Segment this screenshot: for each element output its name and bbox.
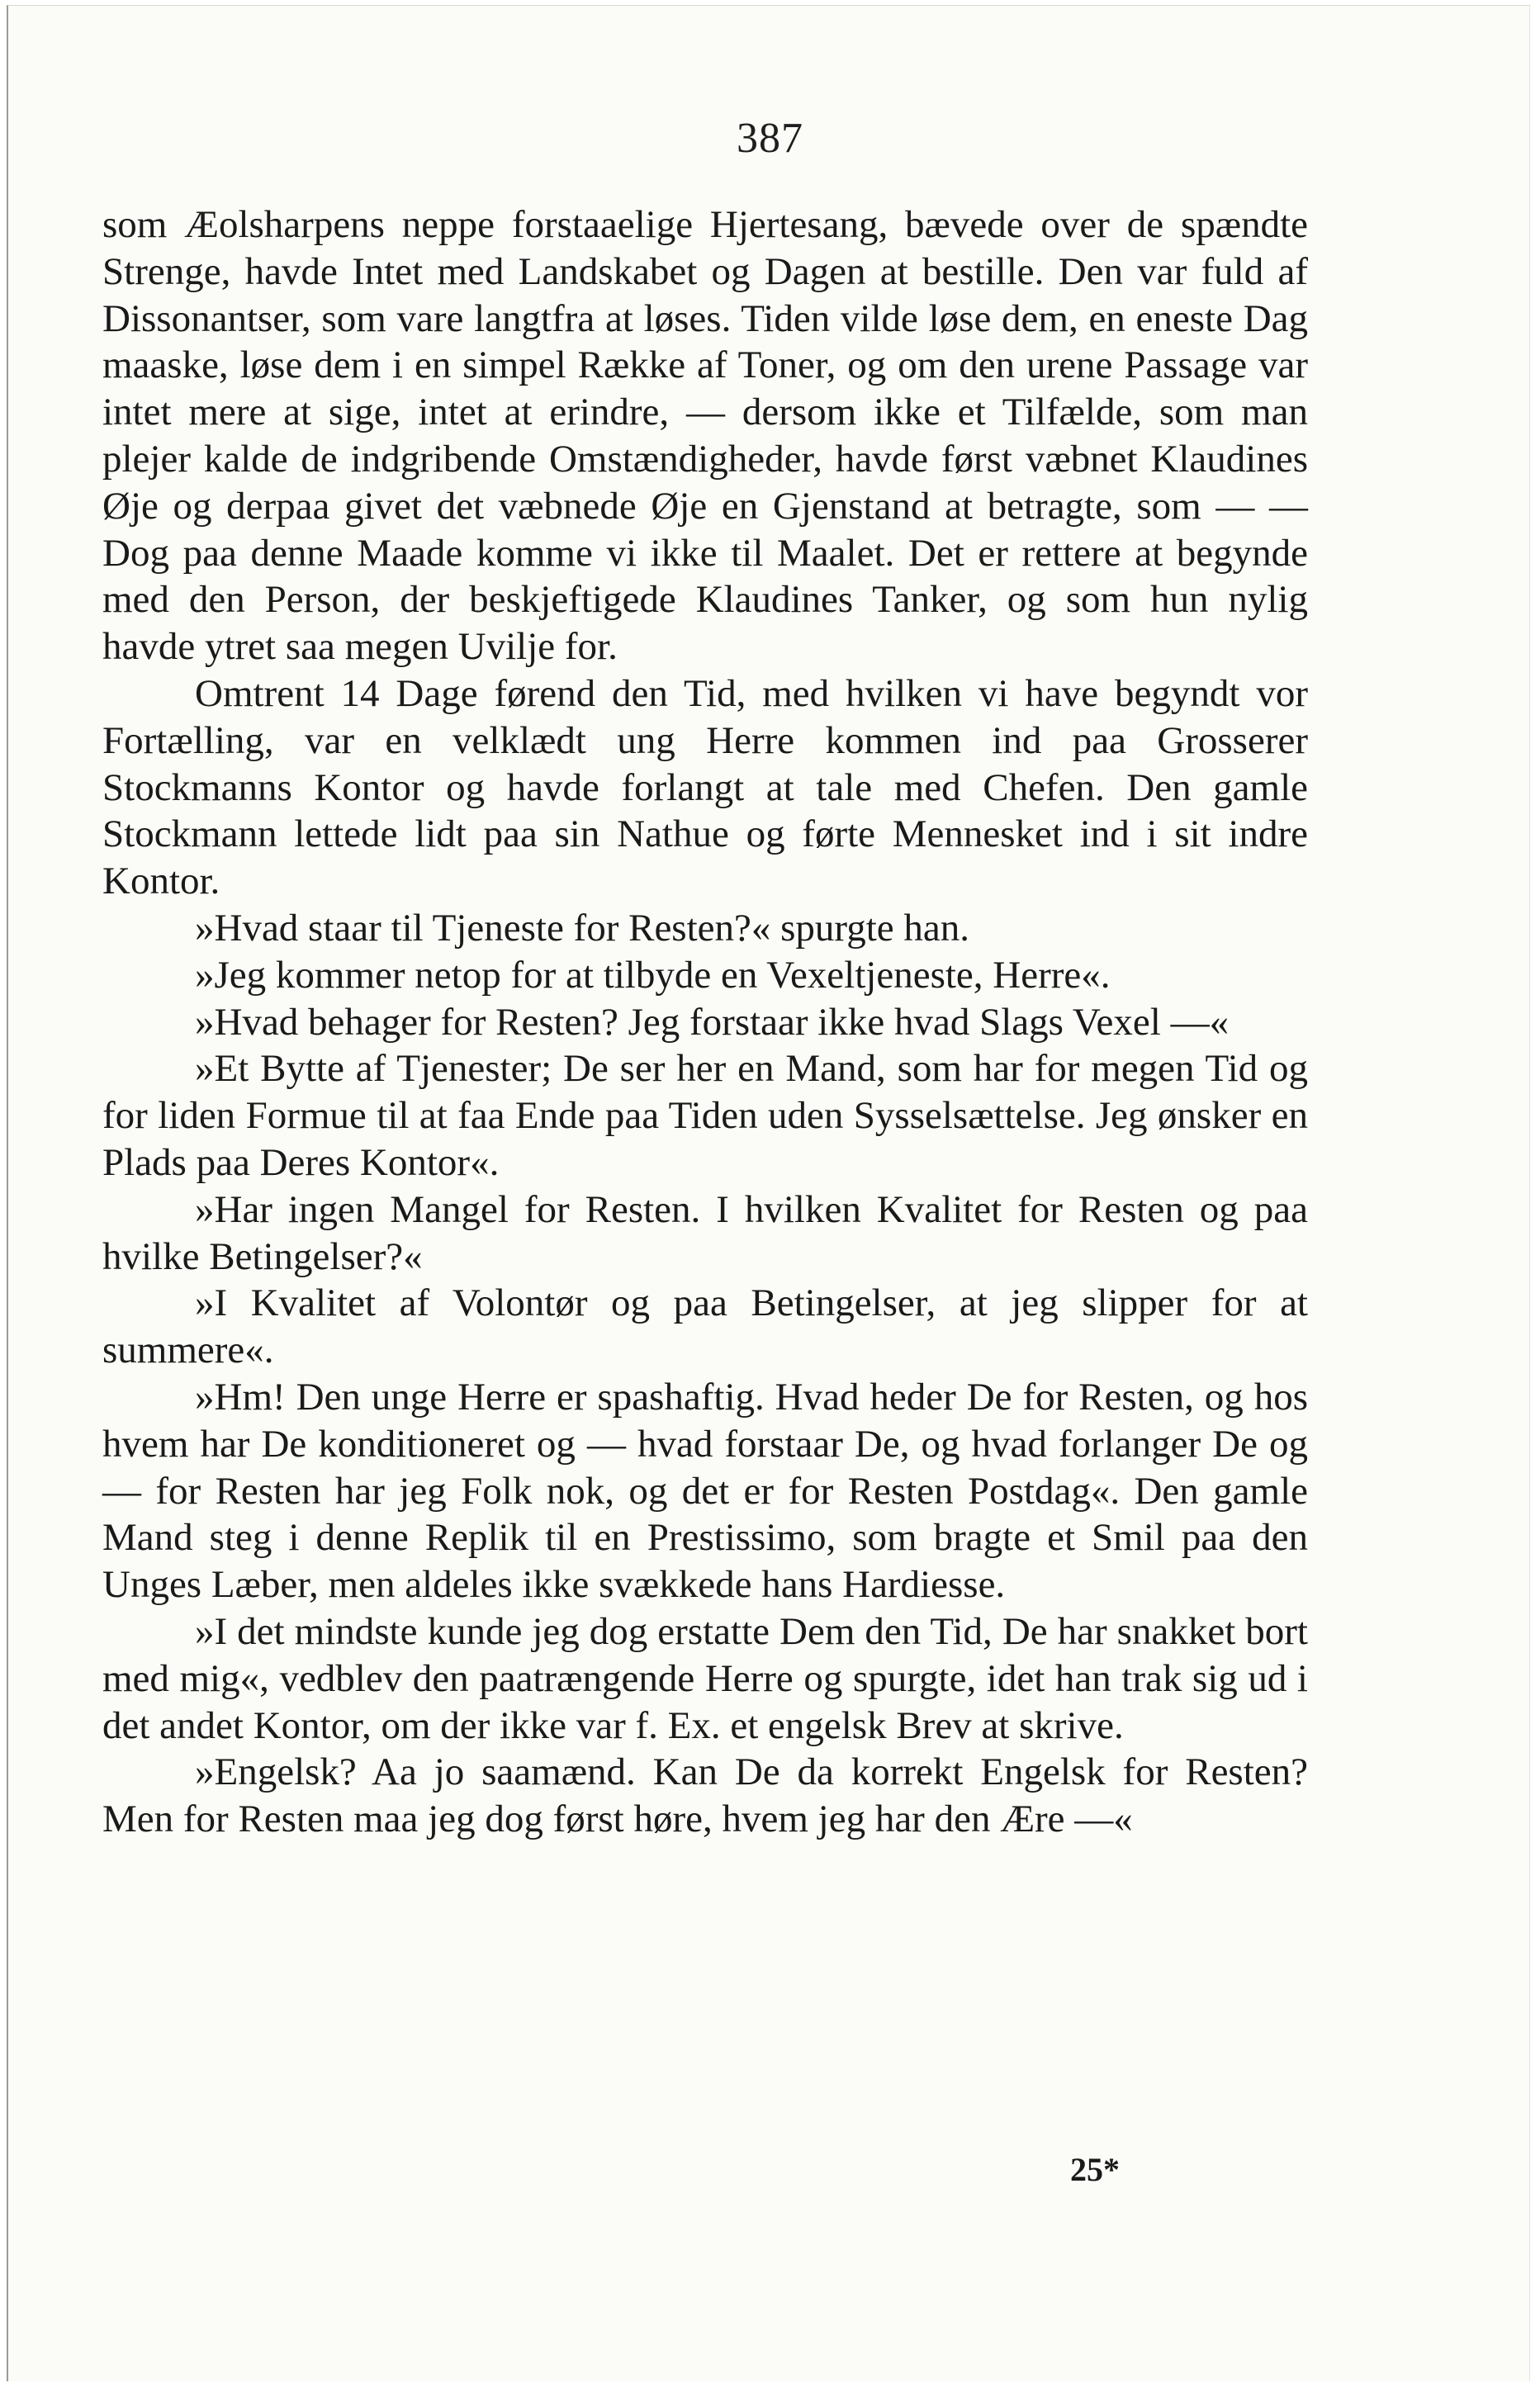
paragraph: »Har ingen Mangel for Resten. I hvilken Kvalitet for Resten og paa hvilke Betingelser?« <box>102 1187 1308 1278</box>
paragraph: »Et Bytte af Tjenester; De ser her en Mand, som har for megen Tid og for liden Formue til at faa Ende paa Tiden uden Sysselsættelse. Jeg ønsker en Plads paa Deres Kontor«. <box>102 1047 1308 1184</box>
page-number: 387 <box>737 115 803 162</box>
paragraph: Omtrent 14 Dage førend den Tid, med hvilken vi have begyndt vor Fortælling, var en velklædt ung Herre kommen ind paa Grosserer Stockmanns Kontor og havde forlangt at tale med Chefen. Den gamle Stockmann lettede lidt paa sin Nathue og førte Mennesket ind i sit indre Kontor. <box>102 671 1308 903</box>
signature-mark: 25* <box>1070 2151 1120 2188</box>
paragraph: som Æolsharpens neppe forstaaelige Hjertesang, bævede over de spændte Strenge, havde Intet med Landskabet og Dagen at bestille. Den var fuld af Dissonantser, som vare langtfra at løses. Tiden vilde løse dem, en eneste Dag maaske, løse dem i en simpel Række af Toner, og om den urene Passage var intet mere at sige, intet at erindre, — dersom ikke et Tilfælde, som man plejer kalde de indgribende Omstændigheder, havde først væbnet Klaudines Øje og derpaa givet det væbnede Øje en Gjenstand at betragte, som — — Dog paa denne Maade komme vi ikke til Maalet. Det er rettere at begynde med den Person, der beskjeftigede Klaudines Tanker, og som hun nylig havde ytret saa megen Uvilje for. <box>102 203 1308 669</box>
body-text <box>102 201 1308 1843</box>
paragraph: »Hvad staar til Tjeneste for Resten?« spurgte han. <box>195 906 970 950</box>
paragraph: »Jeg kommer netop for at tilbyde en Vexeltjeneste, Herre«. <box>195 953 1111 997</box>
paragraph: »Hvad behager for Resten? Jeg forstaar ikke hvad Slags Vexel —« <box>195 1000 1230 1044</box>
paragraph: »I Kvalitet af Volontør og paa Betingelser, at jeg slipper for at summere«. <box>102 1281 1308 1372</box>
paragraph: »Engelsk? Aa jo saamænd. Kan De da korrekt Engelsk for Resten? Men for Resten maa jeg dog først høre, hvem jeg har den Ære —« <box>102 1750 1308 1841</box>
paragraph: »I det mindste kunde jeg dog erstatte Dem den Tid, De har snakket bort med mig«, vedblev den paatrængende Herre og spurgte, idet han trak sig ud i det andet Kontor, om der ikke var f. Ex. et engelsk Brev at skrive. <box>102 1609 1308 1747</box>
paragraph: »Hm! Den unge Herre er spashaftig. Hvad heder De for Resten, og hos hvem har De konditioneret og — hvad forstaar De, og hvad forlanger De og — for Resten har jeg Folk nok, og det er for Resten Postdag«. Den gamle Mand steg i denne Replik til en Prestissimo, som bragte et Smil paa den Unges Læber, men aldeles ikke svækkede hans Hardiesse. <box>102 1375 1308 1607</box>
